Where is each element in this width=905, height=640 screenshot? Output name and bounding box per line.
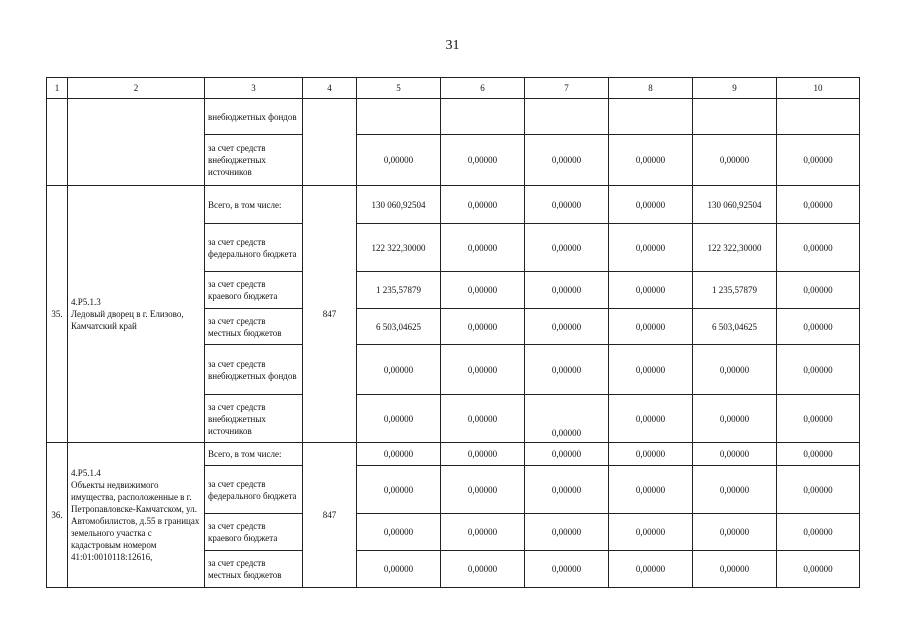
value-cell: 130 060,92504 — [357, 186, 441, 224]
table-row — [47, 186, 860, 224]
value-cell: 0,00000 — [777, 551, 860, 588]
value-cell: 6 503,04625 — [693, 309, 777, 345]
value-cell: 0,00000 — [525, 345, 609, 395]
value-cell: 0,00000 — [609, 186, 693, 224]
value-cell: 0,00000 — [525, 135, 609, 186]
value-cell: 0,00000 — [609, 224, 693, 272]
value-cell: 0,00000 — [609, 135, 693, 186]
header-cell: 9 — [693, 78, 777, 99]
value-cell: 0,00000 — [357, 443, 441, 466]
funding-source: за счет средств внебюджетных источников — [205, 135, 303, 186]
header-row — [47, 78, 860, 99]
value-cell: 0,00000 — [609, 272, 693, 309]
value-cell: 0,00000 — [609, 551, 693, 588]
value-cell: 122 322,30000 — [357, 224, 441, 272]
column-4-cell: 847 — [303, 186, 357, 443]
value-cell: 0,00000 — [777, 395, 860, 443]
funding-source: за счет средств внебюджетных фондов — [205, 345, 303, 395]
value-cell: 0,00000 — [441, 443, 525, 466]
header-cell: 5 — [357, 78, 441, 99]
value-cell: 0,00000 — [693, 443, 777, 466]
value-cell: 0,00000 — [441, 135, 525, 186]
value-cell — [609, 99, 693, 135]
value-cell — [441, 99, 525, 135]
value-cell: 0,00000 — [525, 551, 609, 588]
value-cell: 0,00000 — [441, 186, 525, 224]
value-cell: 0,00000 — [609, 443, 693, 466]
value-cell: 0,00000 — [609, 466, 693, 514]
value-cell: 0,00000 — [693, 135, 777, 186]
header-cell: 6 — [441, 78, 525, 99]
value-cell: 0,00000 — [357, 551, 441, 588]
value-cell: 0,00000 — [441, 345, 525, 395]
value-cell: 0,00000 — [357, 395, 441, 443]
funding-source: за счет средств местных бюджетов — [205, 309, 303, 345]
funding-source: за счет средств краевого бюджета — [205, 514, 303, 551]
header-cell: 10 — [777, 78, 860, 99]
value-cell: 0,00000 — [609, 345, 693, 395]
value-cell: 0,00000 — [525, 186, 609, 224]
item-code: 4.Р5.1.4 — [71, 468, 101, 478]
value-cell: 0,00000 — [777, 224, 860, 272]
value-cell: 0,00000 — [525, 466, 609, 514]
value-cell: 0,00000 — [441, 272, 525, 309]
item-name-cell — [68, 186, 205, 443]
funding-source: Всего, в том числе: — [205, 443, 303, 466]
header-cell: 3 — [205, 78, 303, 99]
item-code: 4.Р5.1.3 — [71, 297, 101, 307]
value-cell: 0,00000 — [693, 466, 777, 514]
column-4-cell: 847 — [303, 443, 357, 588]
funding-source: за счет средств федерального бюджета — [205, 224, 303, 272]
value-cell: 0,00000 — [609, 514, 693, 551]
value-cell: 0,00000 — [693, 514, 777, 551]
column-4-cell — [303, 99, 357, 186]
funding-source: за счет средств краевого бюджета — [205, 272, 303, 309]
value-cell: 0,00000 — [525, 224, 609, 272]
header-cell: 1 — [47, 78, 68, 99]
item-number: 35. — [47, 186, 68, 443]
value-cell: 0,00000 — [525, 395, 609, 443]
funding-source: за счет средств внебюджетных источников — [205, 395, 303, 443]
value-cell: 122 322,30000 — [693, 224, 777, 272]
budget-table — [46, 77, 860, 588]
value-cell: 0,00000 — [441, 224, 525, 272]
value-cell: 0,00000 — [441, 395, 525, 443]
value-cell: 0,00000 — [441, 466, 525, 514]
item-name-cell — [68, 99, 205, 186]
item-name: Ледовый дворец в г. Елизово, Камчатский край — [71, 309, 184, 331]
value-cell: 0,00000 — [777, 443, 860, 466]
value-cell: 0,00000 — [441, 551, 525, 588]
value-cell: 0,00000 — [525, 309, 609, 345]
funding-source: внебюджетных фондов — [205, 99, 303, 135]
value-cell: 130 060,92504 — [693, 186, 777, 224]
value-cell: 0,00000 — [525, 514, 609, 551]
page-number: 31 — [445, 38, 460, 53]
header-cell: 2 — [68, 78, 205, 99]
value-cell: 0,00000 — [777, 345, 860, 395]
value-cell — [525, 99, 609, 135]
value-cell — [777, 99, 860, 135]
funding-source: за счет средств федерального бюджета — [205, 466, 303, 514]
item-name: Объекты недвижимого имущества, расположенные в г. Петропавловске-Камчатском, ул. Автомобилистов, д.55 в границах земельного участка с кадастровым номером 41:01:0010118:12616, — [71, 480, 200, 562]
item-name-cell — [68, 443, 205, 588]
value-cell: 0,00000 — [777, 272, 860, 309]
value-cell — [357, 99, 441, 135]
value-cell: 0,00000 — [357, 514, 441, 551]
funding-source: Всего, в том числе: — [205, 186, 303, 224]
value-cell: 0,00000 — [357, 466, 441, 514]
value-cell: 6 503,04625 — [357, 309, 441, 345]
value-cell: 0,00000 — [609, 309, 693, 345]
value-cell: 0,00000 — [777, 135, 860, 186]
value-cell: 0,00000 — [777, 514, 860, 551]
header-cell: 4 — [303, 78, 357, 99]
item-number: 36. — [47, 443, 68, 588]
value-cell: 0,00000 — [441, 309, 525, 345]
header-cell: 7 — [525, 78, 609, 99]
value-cell: 0,00000 — [777, 466, 860, 514]
value-cell: 0,00000 — [525, 272, 609, 309]
value-cell: 0,00000 — [693, 345, 777, 395]
value-cell: 0,00000 — [357, 135, 441, 186]
value-cell: 1 235,57879 — [357, 272, 441, 309]
table-row — [47, 99, 860, 135]
value-cell: 1 235,57879 — [693, 272, 777, 309]
value-cell: 0,00000 — [525, 443, 609, 466]
value-cell: 0,00000 — [777, 186, 860, 224]
value-cell: 0,00000 — [693, 551, 777, 588]
value-cell: 0,00000 — [693, 395, 777, 443]
funding-source: за счет средств местных бюджетов — [205, 551, 303, 588]
value-cell: 0,00000 — [609, 395, 693, 443]
item-number — [47, 99, 68, 186]
header-cell: 8 — [609, 78, 693, 99]
value-cell: 0,00000 — [777, 309, 860, 345]
value-cell: 0,00000 — [357, 345, 441, 395]
table-row — [47, 443, 860, 466]
value-cell — [693, 99, 777, 135]
value-cell: 0,00000 — [441, 514, 525, 551]
